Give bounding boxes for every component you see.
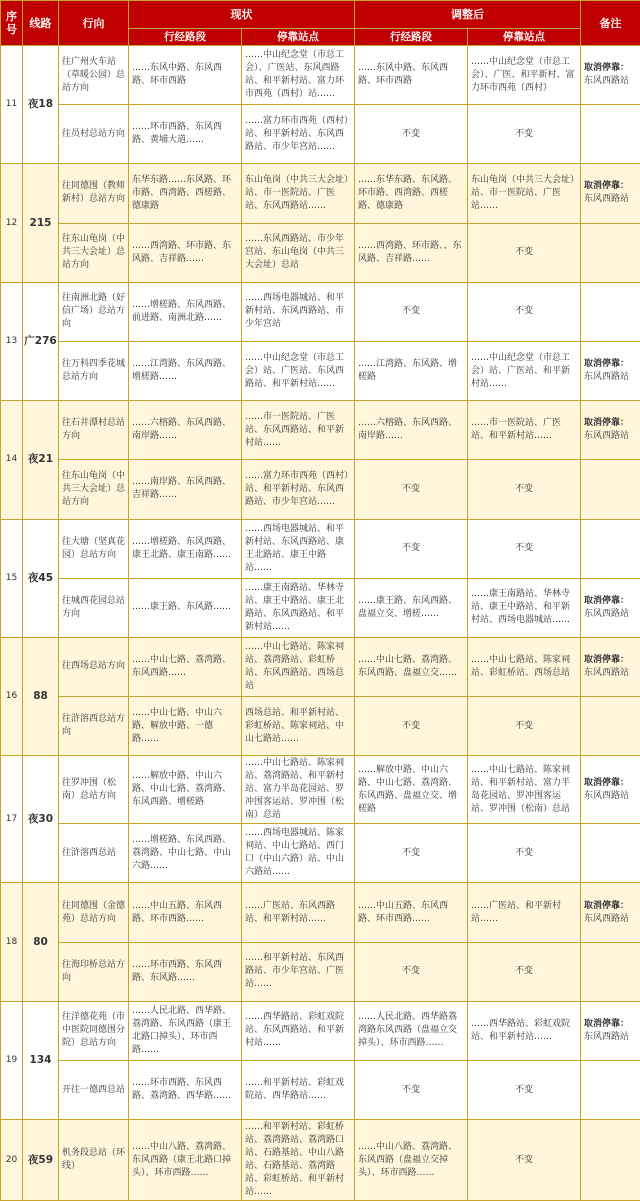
note-cell [581, 1001, 640, 1060]
current-path-cell: ……人民北路、西华路、荔湾路、东风西路（康王北路口掉头）、环市西路…… [129, 1001, 242, 1060]
table-row [1, 223, 640, 282]
route-number: 夜30 [23, 756, 59, 883]
current-stops-cell: ……富力环市西苑（西村）站、和平新村站、东风西路站、市少年宫站…… [242, 105, 355, 164]
table-row [1, 460, 640, 519]
table-row [1, 1120, 640, 1201]
adjusted-path-cell: 不变 [355, 942, 468, 1001]
current-stops-cell: ……富力环市西苑（西村）站、和平新村站、东风西路站、市少年宫站…… [242, 460, 355, 519]
note-cell [581, 637, 640, 696]
note-label: 取消停靠： [584, 418, 629, 428]
current-path-cell: ……环市西路、东风西路、东风路…… [129, 942, 242, 1001]
direction-cell: 往同德围（金德苑）总站方向 [59, 883, 129, 942]
header-adjusted: 调整后 [355, 1, 581, 29]
header-current-path: 行经路段 [129, 29, 242, 46]
row-index: 14 [1, 401, 23, 519]
adjusted-stops-cell: 不变 [468, 519, 581, 578]
table-body [1, 46, 640, 1201]
header-route: 线路 [23, 1, 59, 46]
row-index: 12 [1, 164, 23, 282]
current-stops-cell: ……东风西路站、市少年宫站、东山龟岗（中共三大会址）总站 [242, 223, 355, 282]
adjusted-path-cell: ……中山五路、东风西路、环市西路…… [355, 883, 468, 942]
current-stops-cell: ……西场电器城站、和平新村站、东风西路站、市少年宫站 [242, 282, 355, 341]
table-row [1, 756, 640, 824]
header-current-stops: 停靠站点 [242, 29, 355, 46]
route-number: 夜18 [23, 46, 59, 164]
adjusted-path-cell: ……江湾路、东风路、增槎路 [355, 341, 468, 400]
current-stops-cell: ……中山纪念堂（市总工会）、广医站、东风西路站、和平新村站、富力环市西苑（西村）站…… [242, 46, 355, 105]
note-text: 东风西路站 [584, 431, 629, 441]
direction-cell: 往浒溶西总站方向 [59, 697, 129, 756]
adjusted-stops-cell: ……康王南路站、华林寺站、康王中路站、和平新村站、西场电器城站…… [468, 578, 581, 637]
direction-cell: 往东山龟岗（中共三大会址）总站方向 [59, 223, 129, 282]
adjusted-stops-cell: 不变 [468, 223, 581, 282]
table-row [1, 341, 640, 400]
current-path-cell: 东华东路……东风路、环市路、西湾路、西槎路、德康路 [129, 164, 242, 223]
current-stops-cell: ……中山七路站、陈家祠站、荔湾路站、和平新村站、富力半岛花园站、罗冲围客运站、罗冲围（松南）总站 [242, 756, 355, 824]
direction-cell: 往大塘（坚真花园）总站方向 [59, 519, 129, 578]
header-adjusted-path: 行经路段 [355, 29, 468, 46]
current-path-cell: ……西湾路、环市路、东风路、吉祥路…… [129, 223, 242, 282]
table-row [1, 637, 640, 696]
note-label: 取消停靠： [584, 1019, 629, 1029]
row-index: 19 [1, 1001, 23, 1119]
current-path-cell: ……江湾路、东风西路、增槎路…… [129, 341, 242, 400]
current-path-cell: ……环市西路、东风西路、荔湾路、西华路…… [129, 1061, 242, 1120]
direction-cell: 往广州火车站（草暖公园）总站方向 [59, 46, 129, 105]
direction-cell: 往同德围（教师新村）总站方向 [59, 164, 129, 223]
adjusted-stops-cell: ……中山七路站、陈家祠站、彩虹桥站、西场总站 [468, 637, 581, 696]
adjusted-stops-cell: ……中山七路站、陈家祠站、和平新村站、富力半岛花园站、罗冲围客运站、罗冲围（松南）总站 [468, 756, 581, 824]
row-index: 18 [1, 883, 23, 1001]
adjusted-path-cell: ……六榕路、东风西路、南岸路…… [355, 401, 468, 460]
table-row [1, 1061, 640, 1120]
direction-cell: 往洋德花苑（市中医院同德围分院）总站方向 [59, 1001, 129, 1060]
note-text: 东风西路站 [584, 1032, 629, 1042]
header-adjusted-stops: 停靠站点 [468, 29, 581, 46]
current-path-cell: ……东风中路、东风西路、环市西路 [129, 46, 242, 105]
adjusted-stops-cell: ……中山纪念堂（市总工会）、广医、和平新村、富力环市西苑（西村） [468, 46, 581, 105]
note-cell [581, 578, 640, 637]
note-cell [581, 46, 640, 105]
current-path-cell: ……中山七路、中山六路、解放中路、一德路…… [129, 697, 242, 756]
table-row [1, 164, 640, 223]
note-cell [581, 519, 640, 578]
current-path-cell: ……六榕路、东风西路、南岸路…… [129, 401, 242, 460]
table-row [1, 883, 640, 942]
adjusted-path-cell: ……东风中路、东风西路、环市西路 [355, 46, 468, 105]
note-text: 东风西路站 [584, 194, 629, 204]
direction-cell: 往石井潭村总站方向 [59, 401, 129, 460]
current-stops-cell: ……和平新村站、彩虹桥站、荔湾路站、荔湾路口站、石路基站、中山八路站、石路基站、荔湾路站、彩虹桥站、和平新村站…… [242, 1120, 355, 1201]
current-path-cell: ……环市西路、东风西路、黄埔大道…… [129, 105, 242, 164]
note-label: 取消停靠： [584, 63, 629, 73]
adjusted-path-cell: 不变 [355, 1061, 468, 1120]
current-stops-cell: ……中山纪念堂（市总工会）站、广医站、东风西路站、和平新村站…… [242, 341, 355, 400]
table-row [1, 942, 640, 1001]
adjusted-stops-cell: ……广医站、和平新村站…… [468, 883, 581, 942]
route-number: 215 [23, 164, 59, 282]
table-row [1, 401, 640, 460]
adjusted-path-cell: ……西湾路、环市路、、东风路、吉祥路…… [355, 223, 468, 282]
note-text: 东风西路站 [584, 372, 629, 382]
adjusted-stops-cell: 不变 [468, 1061, 581, 1120]
direction-cell: 开往一德西总站 [59, 1061, 129, 1120]
table-row [1, 282, 640, 341]
direction-cell: 往东山龟岗（中共三大会址）总站方向 [59, 460, 129, 519]
adjusted-path-cell: ……康王路、东风西路、盘福立交、增槎…… [355, 578, 468, 637]
note-cell [581, 282, 640, 341]
adjusted-path-cell: 不变 [355, 460, 468, 519]
note-text: 东风西路站 [584, 668, 629, 678]
note-text: 东风西路站 [584, 914, 629, 924]
current-stops-cell: ……康王南路站、华林寺站、康王中路站、康王北路站、东风西路站、和平新村站…… [242, 578, 355, 637]
adjusted-path-cell: ……东华东路、东风路、环市路、西湾路、西槎路、德康路 [355, 164, 468, 223]
note-label: 取消停靠： [584, 181, 629, 191]
note-cell [581, 756, 640, 824]
route-number: 80 [23, 883, 59, 1001]
note-text: 东风西路站 [584, 791, 629, 801]
table-row [1, 46, 640, 105]
adjusted-stops-cell: 不变 [468, 697, 581, 756]
note-cell [581, 697, 640, 756]
adjusted-stops-cell: 不变 [468, 1120, 581, 1201]
adjusted-path-cell: 不变 [355, 519, 468, 578]
note-cell [581, 942, 640, 1001]
adjusted-stops-cell: 不变 [468, 460, 581, 519]
note-cell [581, 460, 640, 519]
adjusted-path-cell: ……中山七路、荔湾路、东风西路、盘福立交…… [355, 637, 468, 696]
adjusted-path-cell: 不变 [355, 824, 468, 883]
note-cell [581, 1061, 640, 1120]
note-cell [581, 883, 640, 942]
route-number: 夜59 [23, 1120, 59, 1201]
note-text: 东风西路站 [584, 76, 629, 86]
row-index: 11 [1, 46, 23, 164]
header-note: 备注 [581, 1, 640, 46]
row-index: 13 [1, 282, 23, 400]
adjusted-path-cell: ……人民北路、西华路荔湾路东风西路（盘福立交掉头）、环市西路…… [355, 1001, 468, 1060]
adjusted-stops-cell: 东山龟岗（中共三大会址）站、市一医院站、广医站…… [468, 164, 581, 223]
route-number: 134 [23, 1001, 59, 1119]
direction-cell: 往西场总站方向 [59, 637, 129, 696]
current-stops-cell: 东山龟岗（中共三大会址）站、市一医院站、广医站、东风西路站…… [242, 164, 355, 223]
current-path-cell: ……增槎路、东风西路、康王北路、康王南路…… [129, 519, 242, 578]
note-cell [581, 164, 640, 223]
adjusted-path-cell: 不变 [355, 697, 468, 756]
note-label: 取消停靠： [584, 655, 629, 665]
current-path-cell: ……中山五路、东风西路、环市西路…… [129, 883, 242, 942]
note-text: 东风西路站 [584, 609, 629, 619]
header-current: 现状 [129, 1, 355, 29]
table-row [1, 578, 640, 637]
table-row [1, 1001, 640, 1060]
note-label: 取消停靠： [584, 359, 629, 369]
table-row [1, 824, 640, 883]
current-stops-cell: 西场总站、和平新村站、彩虹桥站、陈家祠站、中山七路站…… [242, 697, 355, 756]
current-stops-cell: ……西场电器城站、和平新村站、东风西路站、康王北路站、康王中路站…… [242, 519, 355, 578]
direction-cell: 机务段总站（环线） [59, 1120, 129, 1201]
route-number: 夜45 [23, 519, 59, 637]
direction-cell: 往员村总站方向 [59, 105, 129, 164]
note-cell [581, 401, 640, 460]
current-path-cell: ……增槎路、东风西路、前进路、南洲北路…… [129, 282, 242, 341]
adjusted-path-cell: ……解放中路、中山六路、中山七路、荔湾路、东风西路、盘福立交、增槎路 [355, 756, 468, 824]
current-stops-cell: ……西华路站、彩虹戏院站、东风西路站、和平新村站…… [242, 1001, 355, 1060]
route-number: 夜21 [23, 401, 59, 519]
direction-cell: 往万科四季花城总站方向 [59, 341, 129, 400]
current-path-cell: ……南岸路、东风西路、吉祥路…… [129, 460, 242, 519]
direction-cell: 往海印桥总站方向 [59, 942, 129, 1001]
current-path-cell: ……解放中路、中山六路、中山七路、荔湾路、东风西路、增槎路 [129, 756, 242, 824]
note-label: 取消停靠： [584, 901, 629, 911]
note-cell [581, 341, 640, 400]
adjusted-stops-cell: ……中山纪念堂（市总工会）站、广医站、和平新村站…… [468, 341, 581, 400]
table-row [1, 519, 640, 578]
row-index: 20 [1, 1120, 23, 1201]
adjusted-path-cell: 不变 [355, 105, 468, 164]
direction-cell: 往南洲北路（好信广场）总站方向 [59, 282, 129, 341]
adjusted-stops-cell: ……西华路站、彩虹戏院站、和平新村站…… [468, 1001, 581, 1060]
note-label: 取消停靠： [584, 596, 629, 606]
current-path-cell: ……增槎路、东风西路、荔湾路、中山七路、中山六路…… [129, 824, 242, 883]
note-label: 取消停靠： [584, 778, 629, 788]
adjusted-stops-cell: 不变 [468, 105, 581, 164]
note-cell [581, 1120, 640, 1201]
current-stops-cell: ……市一医院站、广医站、东风西路站、和平新村站…… [242, 401, 355, 460]
note-cell [581, 824, 640, 883]
route-number: 广276 [23, 282, 59, 400]
table-row [1, 697, 640, 756]
adjusted-stops-cell: 不变 [468, 942, 581, 1001]
current-path-cell: ……中山七路、荔湾路、东风西路…… [129, 637, 242, 696]
current-stops-cell: ……和平新村站、东风西路站、市少年宫站、广医站…… [242, 942, 355, 1001]
direction-cell: 往城西花园总站方向 [59, 578, 129, 637]
adjusted-path-cell: 不变 [355, 282, 468, 341]
adjusted-stops-cell: 不变 [468, 282, 581, 341]
table-row [1, 105, 640, 164]
adjusted-stops-cell: ……市一医院站、广医站、和平新村站…… [468, 401, 581, 460]
current-path-cell: ……中山八路、荔湾路、东风西路（康王北路口掉头）、环市西路…… [129, 1120, 242, 1201]
note-cell [581, 105, 640, 164]
current-stops-cell: ……西场电器城站、陈家祠站、中山七路站、西门口（中山六路）站、中山六路站…… [242, 824, 355, 883]
current-stops-cell: ……广医站、东风西路站、和平新村站…… [242, 883, 355, 942]
row-index: 17 [1, 756, 23, 883]
current-path-cell: ……康王路、东风路…… [129, 578, 242, 637]
route-number: 88 [23, 637, 59, 755]
direction-cell: 往浒溶西总站 [59, 824, 129, 883]
note-cell [581, 223, 640, 282]
header-index: 序号 [1, 1, 23, 46]
current-stops-cell: ……和平新村站、彩虹戏院站、西华路站…… [242, 1061, 355, 1120]
row-index: 15 [1, 519, 23, 637]
current-stops-cell: ……中山七路站、陈家祠站、荔湾路站、彩虹桥站、东风西路站、西场总站 [242, 637, 355, 696]
direction-cell: 往罗冲围（松南）总站方向 [59, 756, 129, 824]
adjusted-path-cell: ……中山八路、荔湾路、东风西路（盘福立交掉头）、环市西路…… [355, 1120, 468, 1201]
row-index: 16 [1, 637, 23, 755]
header-direction: 行向 [59, 1, 129, 46]
adjusted-stops-cell: 不变 [468, 824, 581, 883]
